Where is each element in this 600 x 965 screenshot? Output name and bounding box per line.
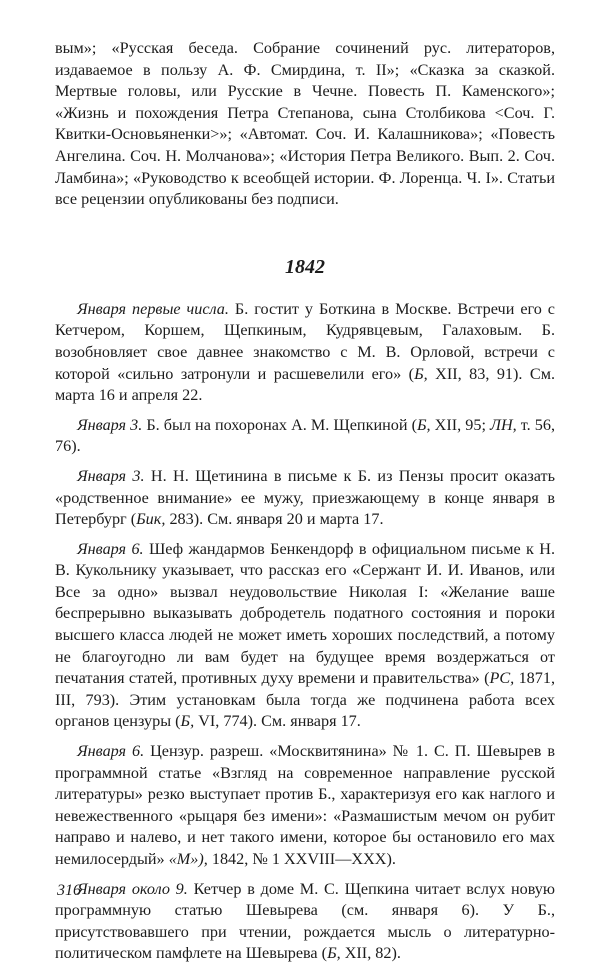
page-body bbox=[55, 38, 555, 965]
entry-text-cont: XII, 95; bbox=[430, 415, 491, 434]
intro-paragraph: вым»; «Русская беседа. Собрание сочинений рус. литераторов, издаваемое в пользу А. Ф. Смирдина, т. II»; «Сказка за сказкой. Мертвые головы, или Русские в Чечне. Повесть П. Каменского»; «Жизнь и похождения Петра Степанова, сына Столбикова <Соч. Г. Квитки-Основьяненки>»; «Автомат. Соч. И. Калашникова»; «Повесть Ангелина. Соч. Н. Молчанова»; «История Петра Великого. Вып. 2. Соч. Ламбина»; «Руководство к всеобщей истории. Ф. Лоренца. Ч. I». Статьи все рецензии опубликованы без подписи. bbox=[55, 39, 555, 209]
entry-text-cont: 1871, III, 793). Этим установкам была тогда же подчинена работа всех органов цензуры ( bbox=[55, 669, 556, 731]
chronicle-entry bbox=[55, 539, 555, 733]
entry-source-ref: Бик, bbox=[136, 510, 166, 529]
entry-text-cont: 1842, № 1 XXVIII—XXX). bbox=[207, 850, 396, 868]
entry-text: Кетчер в доме М. С. Щепкина читает вслух новую программную статью Шевырева (см. января 6). У Б., присутствовавшего при чтении, рождается мысль о литературно-политическом памфлете на Шевырева ( bbox=[55, 879, 555, 963]
page-number: 316 bbox=[57, 882, 81, 899]
entry-text: Цензур. разреш. «Москвитянина» № 1. С. П. Шевырев в программной статье «Взгляд на современное направление русской литературы» резко выступает против Б., характеризуя его как наглого и невежественного «рыцаря без имени»: «Размашистым мечом он рубит направо и налево, и нет такого имени, которое бы остановило его мах немилосердый» bbox=[55, 742, 555, 868]
entry-date: Января 6. bbox=[77, 539, 144, 558]
entry-date: Января 3. bbox=[77, 415, 143, 434]
entry-source-ref: ЛН, bbox=[490, 415, 517, 434]
entry-date: Января около 9. bbox=[77, 879, 188, 898]
entry-text: Шеф жандармов Бенкендорф в официальном письме к Н. В. Кукольнику указывает, что рассказ его «Сержант И. И. Иванов, или Все за одно» вызвал неудовольствие Николая I: «Желание ваше беспрерывно выказывать добродетель податного состояния и пороки высшего класса людей не может иметь хороших последствий, а потому не благоугодно ли вам будет на будущее время воздержаться от печатания статей, противных духу времени и правительства» ( bbox=[55, 539, 555, 688]
entry-date: Января 3. bbox=[77, 466, 145, 485]
chronicle-entry bbox=[55, 299, 555, 407]
chronicle-entry bbox=[55, 879, 555, 965]
entry-text-cont: т. 56, 76). bbox=[55, 415, 555, 456]
entry-source-ref: Б, bbox=[327, 944, 341, 963]
year-heading: 1842 bbox=[285, 255, 325, 278]
entry-text: Б. был на похоронах А. М. Щепкиной ( bbox=[142, 415, 417, 434]
entry-text: Н. Н. Щетинина в письме к Б. из Пензы просит оказать «родственное внимание» ее мужу, приезжающему в конце января в Петербург ( bbox=[55, 466, 555, 529]
entry-text-cont: XII, 83, 91). См. марта 16 и апреля 22. bbox=[55, 364, 556, 405]
entry-text-cont: XII, 82). bbox=[340, 944, 401, 963]
entry-source-ref: Б, bbox=[416, 415, 431, 434]
chronicle-entry bbox=[55, 466, 555, 531]
entry-date: Января первые числа. bbox=[77, 299, 229, 318]
chronicle-entry bbox=[55, 415, 555, 458]
entry-source-ref: Б, bbox=[180, 712, 195, 731]
entry-text: Б. гостит у Боткина в Москве. Встречи его с Кетчером, Коршем, Щепкиным, Кудрявцевым, Галаховым. Б. возобновляет свое давнее знакомство с М. В. Орловой, встречи с которой «сильно затронули и расшевелили его» ( bbox=[55, 299, 555, 383]
entry-text-cont: VI, 774). См. января 17. bbox=[194, 712, 361, 731]
entry-source-ref: РС, bbox=[489, 669, 515, 688]
entry-source-ref: «М»), bbox=[168, 850, 208, 868]
entry-text-cont: 283). См. января 20 и марта 17. bbox=[165, 510, 384, 529]
entry-source-ref: Б, bbox=[414, 364, 428, 383]
chronicle-entry bbox=[55, 741, 555, 871]
entry-date: Января 6. bbox=[77, 742, 145, 761]
